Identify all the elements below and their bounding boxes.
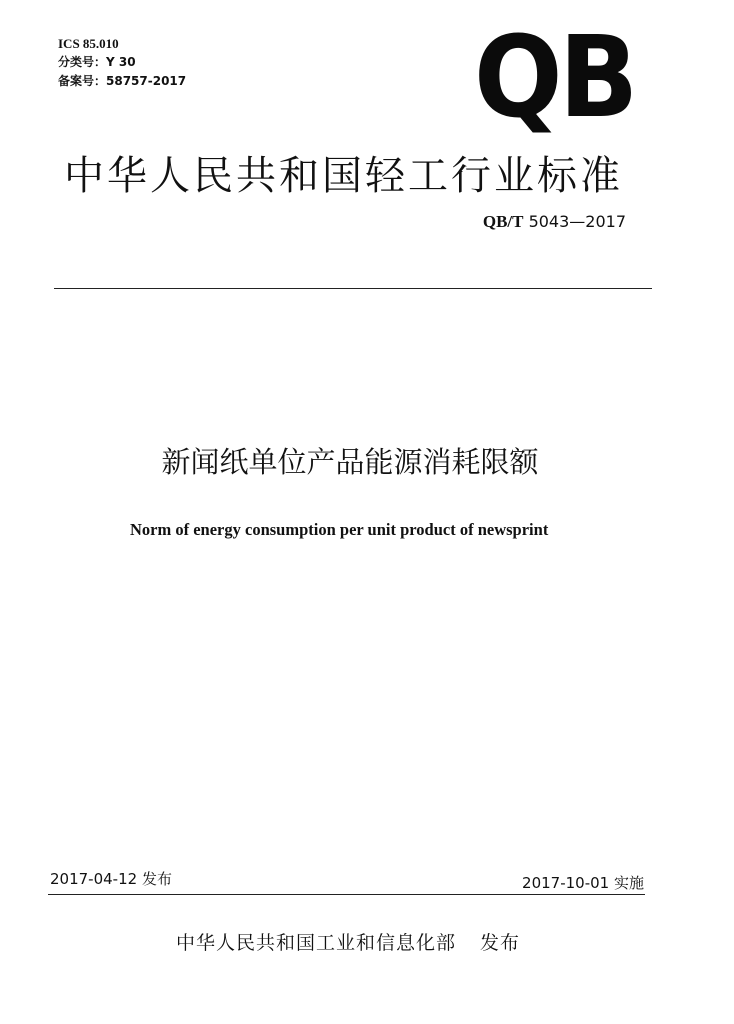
document-title-english: Norm of energy consumption per unit product of newsprint	[130, 520, 549, 539]
ics-code: ICS 85.010	[58, 36, 119, 51]
standard-number-value: 5043—2017	[528, 212, 626, 231]
implementation-date: 2017-10-01 实施	[522, 874, 644, 892]
standard-category-title: 中华人民共和国轻工行业标准	[64, 153, 623, 199]
standard-code: QB/T	[482, 212, 524, 231]
publisher	[176, 928, 520, 955]
bottom-divider	[48, 894, 645, 895]
top-divider	[54, 288, 652, 289]
publisher-suffix: 发布	[480, 932, 521, 954]
document-metadata	[58, 34, 186, 91]
issue-date: 2017-04-12 发布	[50, 870, 172, 888]
qb-logo: QB	[474, 13, 635, 143]
standard-number	[483, 212, 626, 232]
classification-number: 分类号：Y 30	[58, 55, 136, 69]
document-title-chinese	[0, 440, 700, 481]
record-number: 备案号：58757-2017	[58, 74, 187, 88]
title-cn-text: 新闻纸单位产品能源消耗限额	[161, 445, 539, 479]
publisher-name: 中华人民共和国工业和信息化部	[176, 932, 457, 954]
